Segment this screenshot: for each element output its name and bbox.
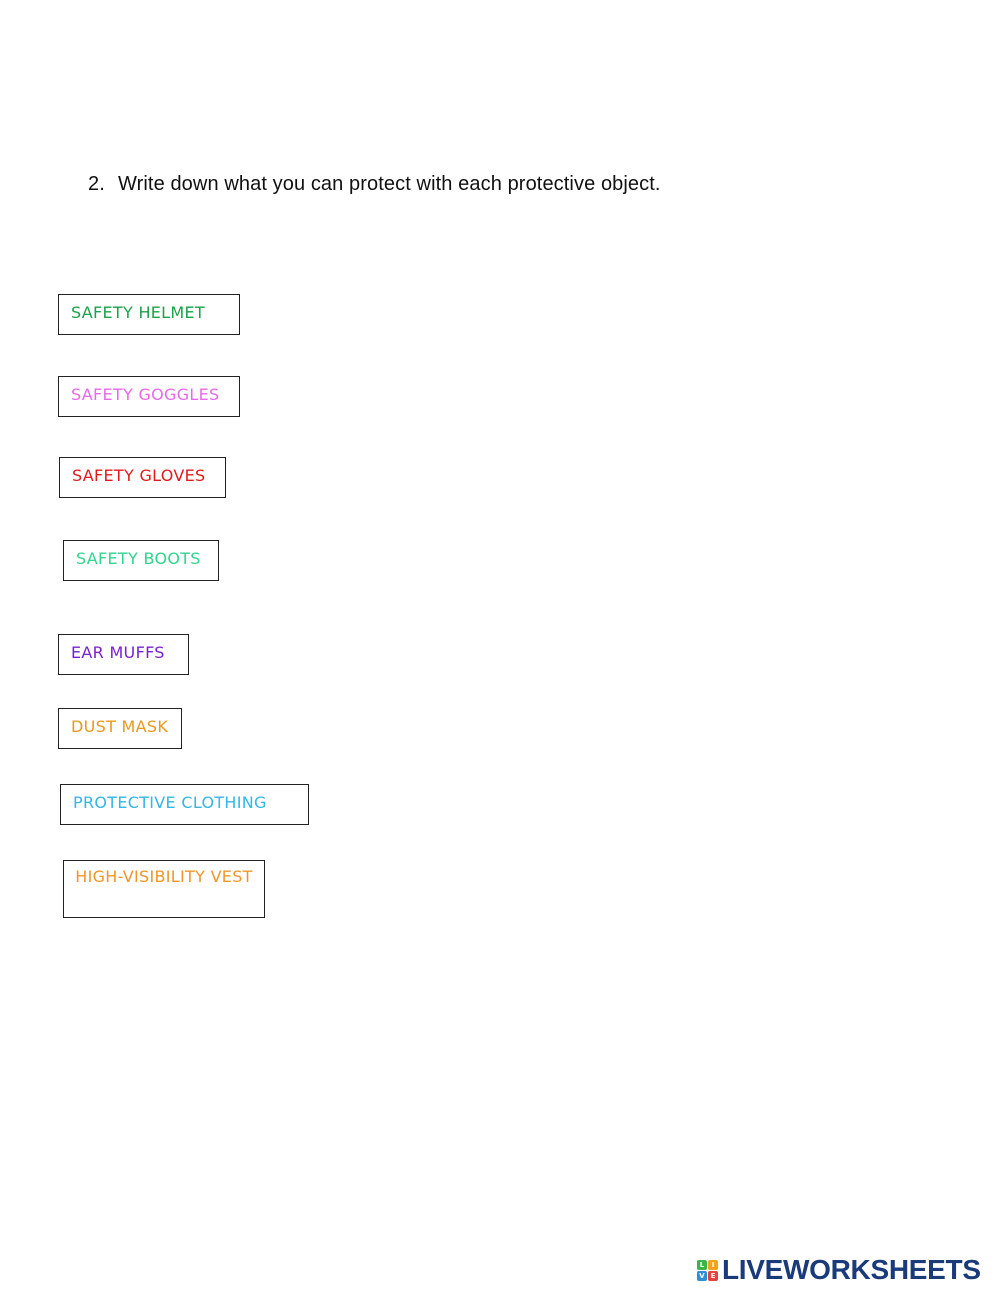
label-protective-clothing: PROTECTIVE CLOTHING	[60, 784, 309, 825]
question-text: Write down what you can protect with each protective object.	[118, 173, 661, 195]
label-safety-goggles: SAFETY GOGGLES	[58, 376, 240, 417]
question-number: 2.	[88, 173, 105, 195]
liveworksheets-footer	[697, 1254, 981, 1286]
label-safety-boots: SAFETY BOOTS	[63, 540, 219, 581]
logo-letter: V	[697, 1271, 707, 1281]
liveworksheets-logo-icon	[697, 1260, 718, 1281]
label-ear-muffs: EAR MUFFS	[58, 634, 189, 675]
question	[88, 173, 661, 196]
logo-letter: E	[708, 1271, 718, 1281]
label-dust-mask: DUST MASK	[58, 708, 182, 749]
label-safety-helmet: SAFETY HELMET	[58, 294, 240, 335]
logo-letter: L	[697, 1260, 707, 1270]
logo-letter: I	[708, 1260, 718, 1270]
liveworksheets-brand: LIVEWORKSHEETS	[722, 1254, 981, 1285]
label-high-visibility-vest: HIGH-VISIBILITY VEST	[63, 860, 265, 918]
label-safety-gloves: SAFETY GLOVES	[59, 457, 226, 498]
